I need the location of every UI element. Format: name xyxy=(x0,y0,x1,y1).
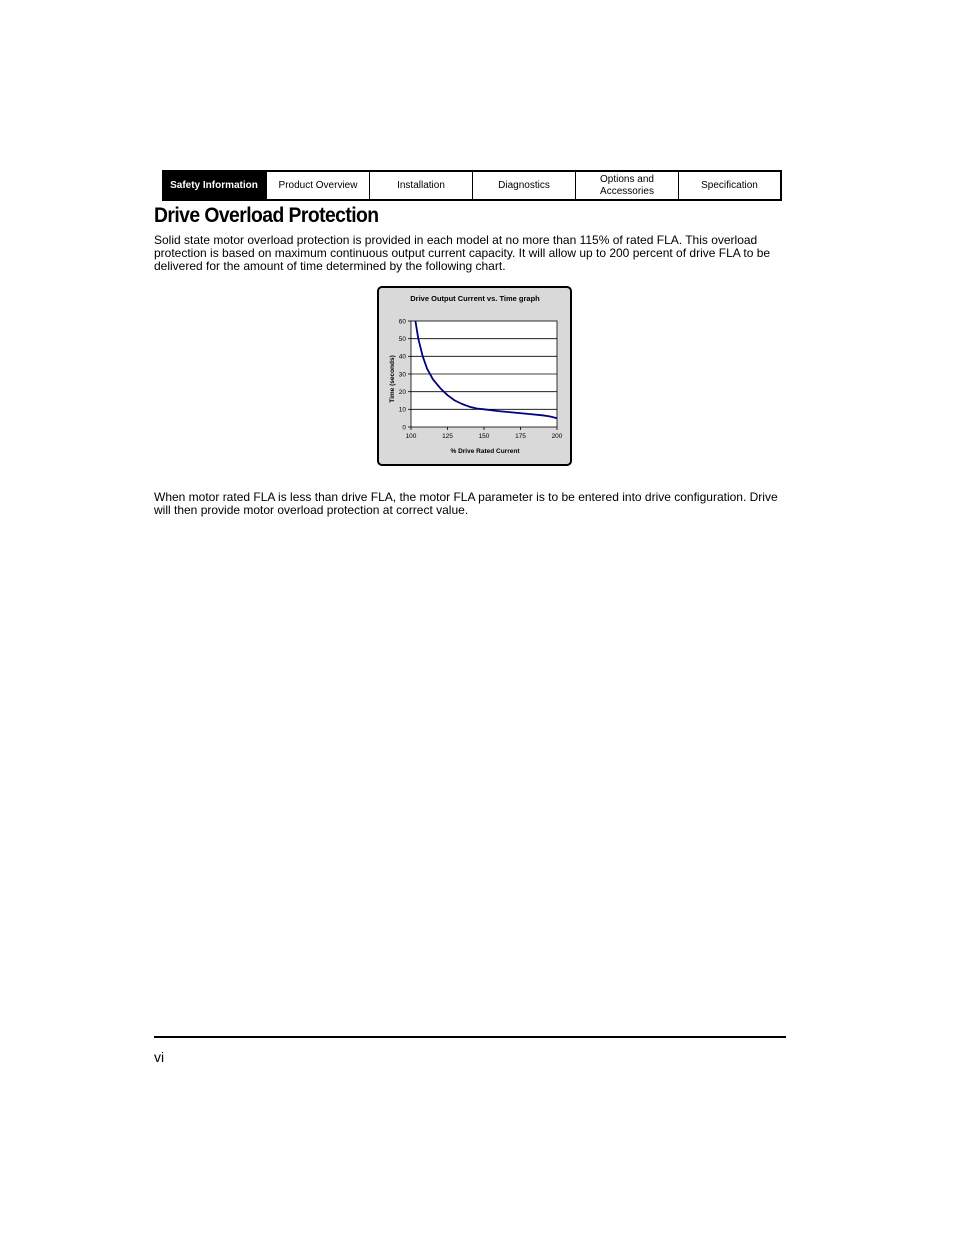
y-axis-label: Time (seconds) xyxy=(389,355,396,403)
chart-canvas xyxy=(379,288,570,464)
y-tick-label-5: 50 xyxy=(398,335,406,343)
page-number: vi xyxy=(154,1049,165,1065)
x-axis-label: % Drive Rated Current xyxy=(450,448,520,455)
overload-chart xyxy=(377,286,572,466)
y-tick-label-3: 30 xyxy=(398,371,406,379)
x-tick-label-3: 175 xyxy=(515,433,526,440)
tab-product-overview[interactable]: Product Overview xyxy=(266,172,369,199)
x-tick-label-1: 125 xyxy=(442,433,453,440)
y-tick-label-2: 20 xyxy=(398,388,406,396)
tab-specification[interactable]: Specification xyxy=(678,172,780,199)
y-tick-label-4: 40 xyxy=(398,353,406,361)
y-tick-label-0: 0 xyxy=(402,424,406,432)
x-tick-label-0: 100 xyxy=(405,433,417,440)
y-tick-label-1: 10 xyxy=(398,406,406,414)
x-tick-label-2: 150 xyxy=(478,433,490,440)
tab-installation[interactable]: Installation xyxy=(369,172,472,199)
intro-paragraph: Solid state motor overload protection is provided in each model at no more than 115% of rated FLA. This overload protection is based on maximum continuous output current capacity. It will allow up to 200 percent of drive FLA to be delivered for the amount of time determined by the following chart. xyxy=(154,233,771,273)
page-title: Drive Overload Protection xyxy=(154,204,379,227)
y-tick-label-6: 60 xyxy=(398,318,406,326)
note-paragraph: When motor rated FLA is less than drive FLA, the motor FLA parameter is to be entered into drive configuration. Drive will then provide motor overload protection at correct value. xyxy=(154,490,778,517)
tab-safety-information[interactable]: Safety Information xyxy=(162,172,266,199)
section-tab-bar xyxy=(162,170,782,201)
footer-rule xyxy=(154,1036,786,1038)
chart-title: Drive Output Current vs. Time graph xyxy=(410,294,540,303)
tab-diagnostics[interactable]: Diagnostics xyxy=(472,172,575,199)
x-tick-label-4: 200 xyxy=(551,433,563,440)
tab-options-and-accessories[interactable]: Options and Accessories xyxy=(575,172,678,199)
